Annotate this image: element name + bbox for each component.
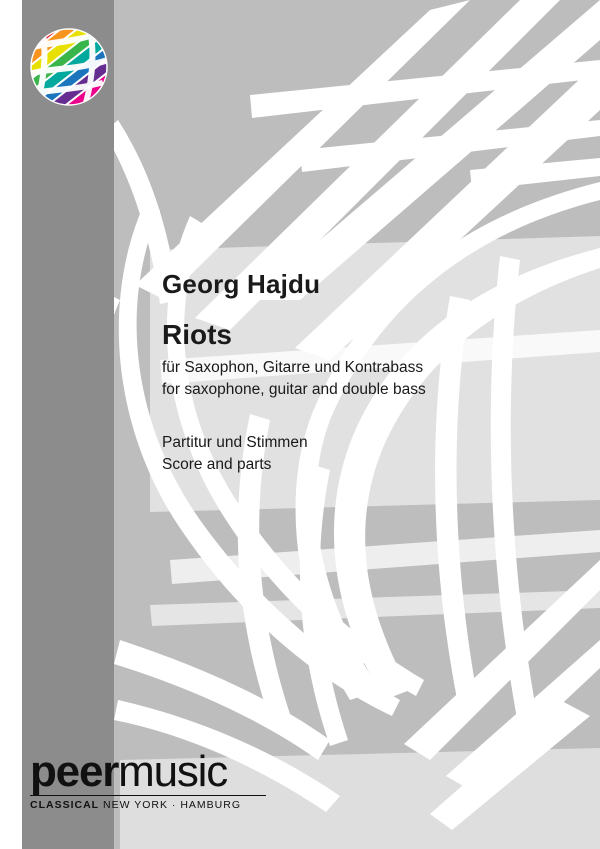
publisher-logo	[30, 746, 280, 811]
instrumentation-english: for saxophone, guitar and double bass	[162, 381, 426, 399]
work-title: Riots	[162, 318, 232, 350]
instrumentation-german: für Saxophon, Gitarre und Kontrabass	[162, 358, 424, 376]
contents-german: Partitur und Stimmen	[162, 433, 308, 451]
contents-block	[162, 432, 492, 477]
left-grey-band	[22, 0, 114, 849]
peermusic-color-wheel-logo	[30, 28, 108, 106]
publisher-imprint: CLASSICAL	[30, 799, 100, 811]
publisher-name-music: music	[118, 746, 228, 796]
publisher-cities: NEW YORK · HAMBURG	[103, 799, 241, 811]
publisher-imprint-line	[30, 799, 280, 811]
contents-english: Score and parts	[162, 456, 272, 474]
cover-text-block	[162, 270, 492, 477]
composer-name: Georg Hajdu	[162, 269, 321, 299]
publisher-name-peer: peer	[30, 746, 119, 796]
publisher-name	[30, 746, 280, 796]
